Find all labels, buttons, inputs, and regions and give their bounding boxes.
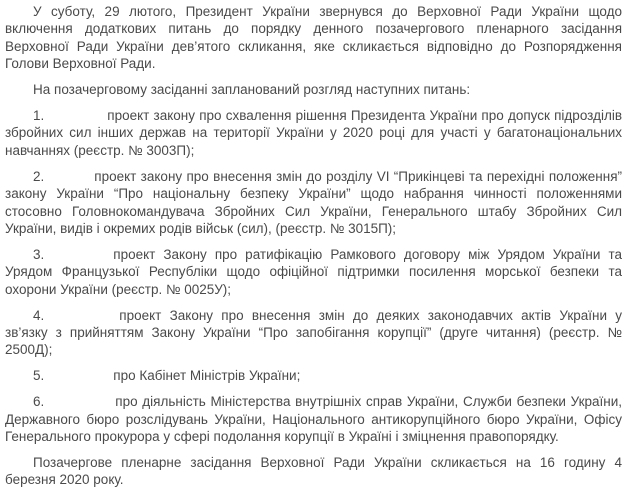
agenda-item-4	[5, 307, 622, 359]
agenda-item-number: 1.	[33, 108, 45, 124]
agenda-item-5	[5, 367, 622, 384]
agenda-item-number: 4.	[33, 307, 45, 323]
agenda-item-text: проект закону про внесення змін до розділу VI “Прикінцеві та перехідні положення” закону України “Про національну безпеку України” щодо набрання чинності положеннями стосовно Головнокомандувача Збройних Сил України, Генерального штабу Збройних Сил України, видів і окремих родів військ (сил), (реєстр. № 3015П);	[5, 168, 622, 236]
agenda-item-text: про діяльність Міністерства внутрішніх справ України, Служби безпеки України, Державного бюро розслідувань України, Національного антикорупційного бюро України, Офісу Генерального прокурора у сфері подолання корупції в Україні і зміцнення правопорядку.	[5, 394, 622, 445]
agenda-lead-paragraph: На позачерговому засіданні запланований розгляд наступних питань:	[33, 82, 471, 98]
agenda-item-text: проект закону про схвалення рішення Президента України про допуск підрозділів збройних сил інших держав на території України у 2020 році для участі у багатонаціональних навчаннях (реєстр. № 3003П);	[5, 108, 622, 158]
intro-paragraph: У суботу, 29 лютого, Президент України звернувся до Верховної Ради України щодо включення додаткових питань до порядку денного позачергового пленарного засідання Верховної Ради України дев’ятого скликання, яке скликається відповідно до Розпорядження Голови Верховної Ради.	[5, 4, 622, 72]
agenda-item-text: про Кабінет Міністрів України;	[113, 368, 301, 384]
agenda-item-6	[5, 393, 622, 445]
agenda-item-2	[5, 168, 622, 238]
agenda-item-number: 5.	[33, 368, 45, 384]
agenda-item-3	[5, 246, 622, 298]
agenda-item-number: 6.	[33, 394, 45, 410]
agenda-item-text: проект Закону про внесення змін до деяких законодавчих актів України у зв’язку з прийняттям Закону України “Про запобігання корупції” (друге читання) (реєстр. № 2500Д);	[5, 307, 622, 358]
document-body	[5, 3, 622, 497]
agenda-item-number: 2.	[33, 168, 45, 184]
agenda-item-number: 3.	[33, 246, 45, 262]
agenda-item-text: проект Закону про ратифікацію Рамкового договору між Урядом України та Урядом Французької Республіки щодо офіційної підтримки посилення морської безпеки та охорони України (реєстр. № 0025У);	[5, 246, 622, 297]
agenda-item-1	[5, 107, 622, 159]
closing-paragraph: Позачергове пленарне засідання Верховної Ради України скликається на 16 годину 4 березня 2020 року.	[5, 454, 622, 488]
